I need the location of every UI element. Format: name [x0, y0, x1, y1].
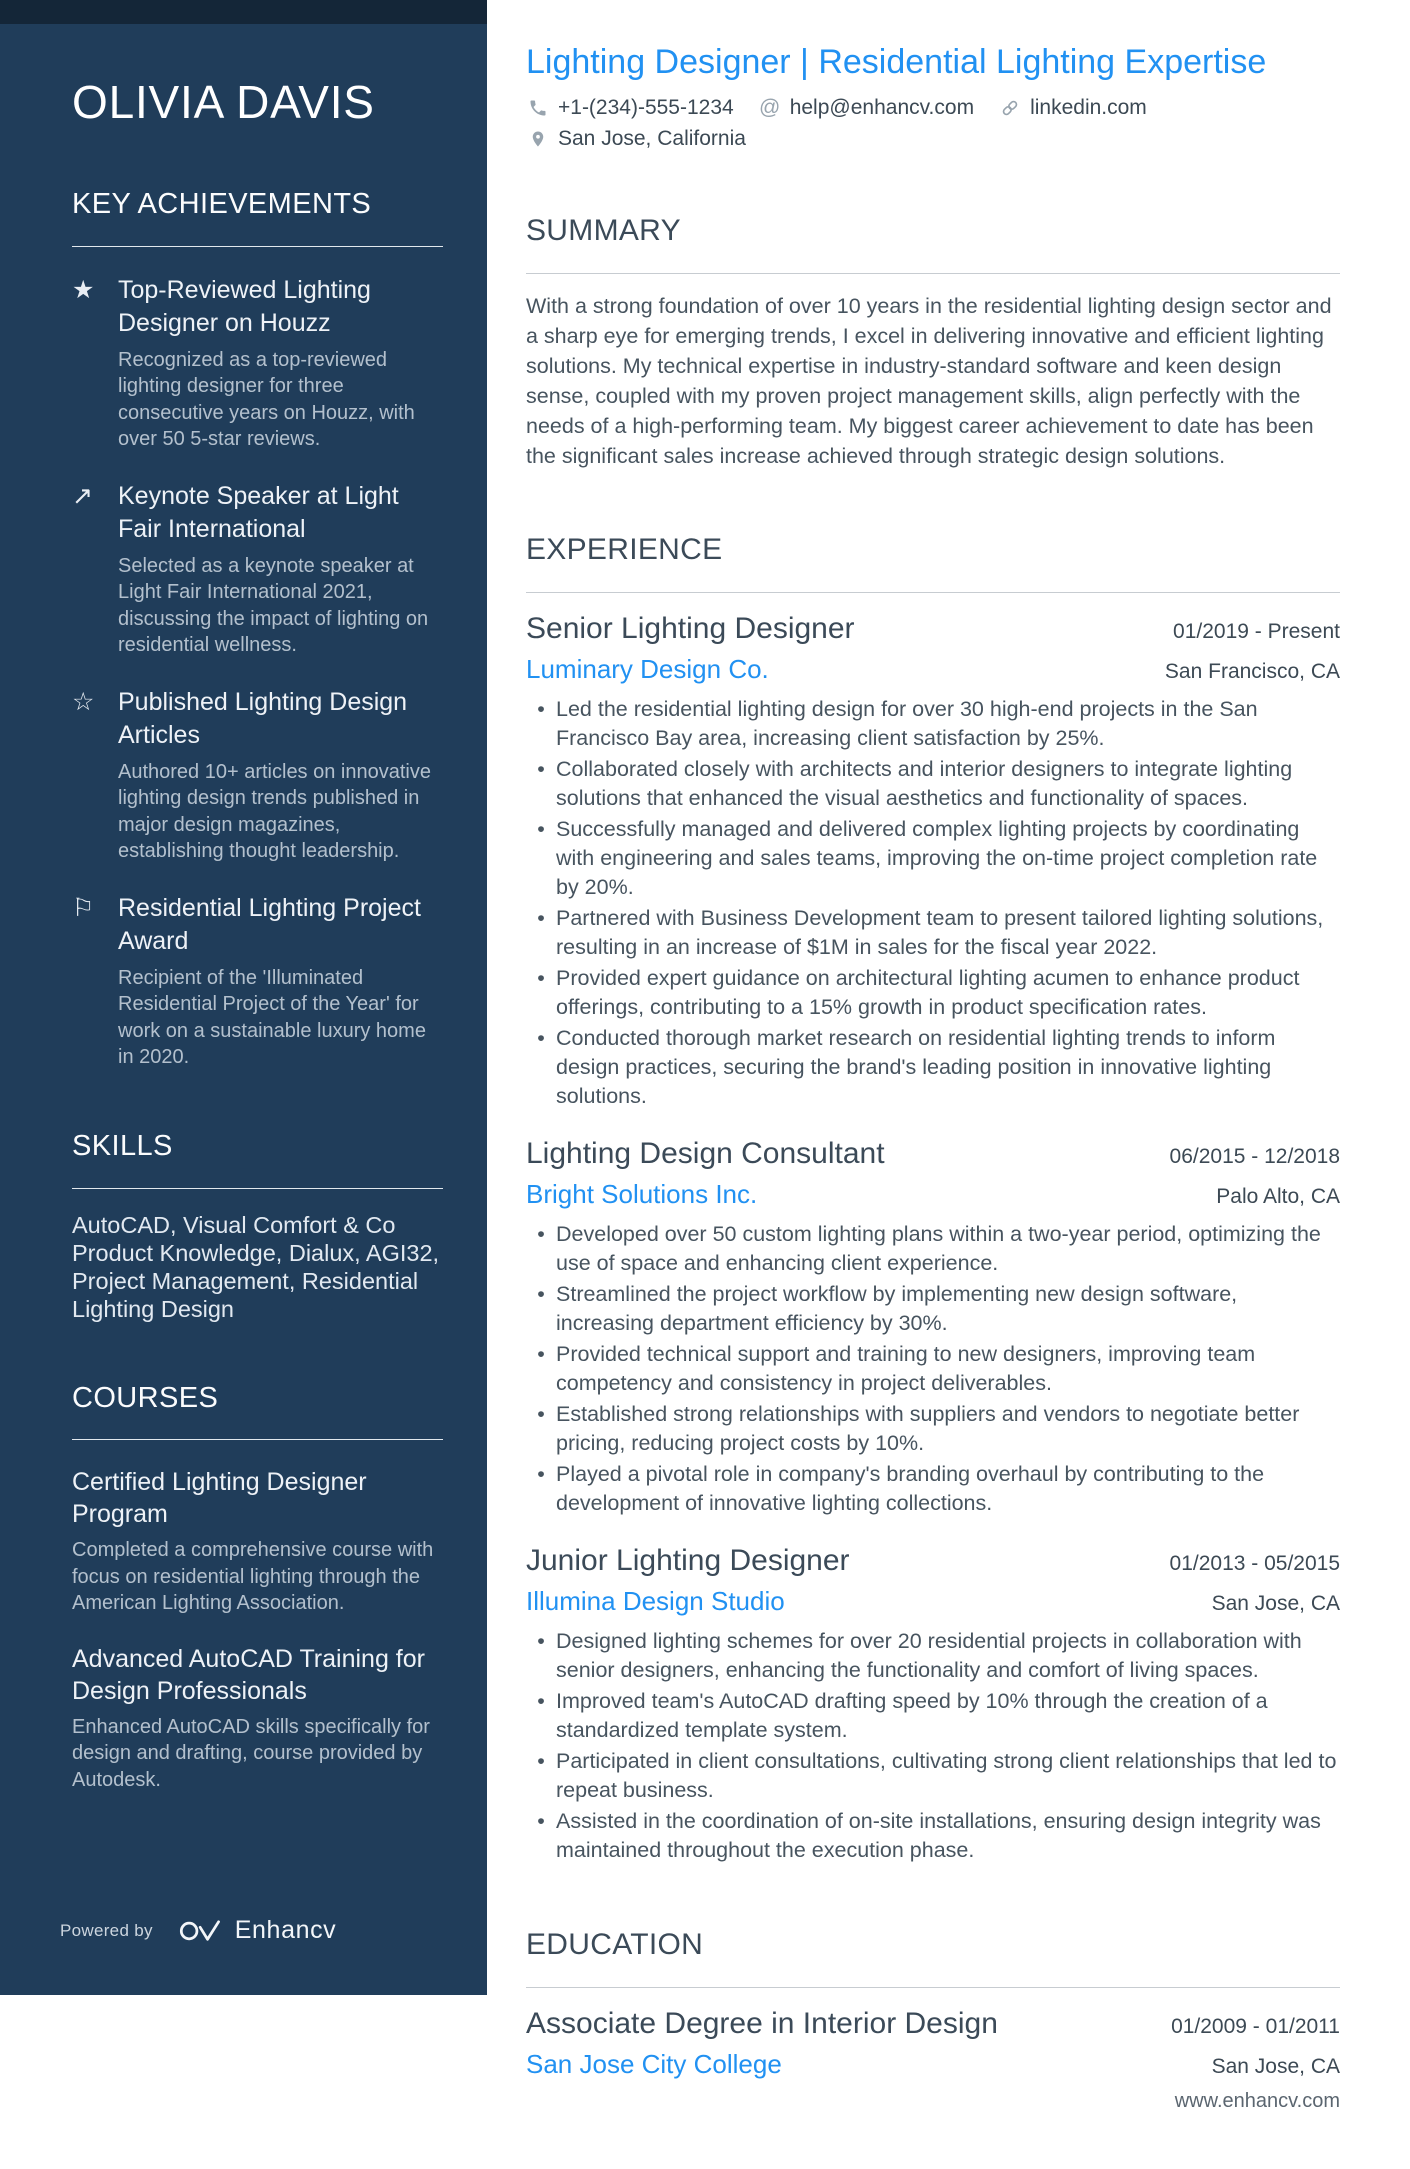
phone-icon	[526, 98, 550, 118]
email-contact[interactable]	[758, 96, 974, 120]
job-title-row	[526, 1135, 1340, 1173]
sidebar-divider	[72, 246, 443, 247]
bullet-item	[526, 964, 1340, 1022]
course-description: Completed a comprehensive course with focus on residential lighting through the American Lighting Association.	[72, 1539, 434, 1615]
bullet-item	[526, 904, 1340, 962]
bullet-item	[526, 695, 1340, 753]
section-divider	[526, 592, 1340, 593]
education-dates: 01/2009 - 01/2011	[1171, 2015, 1340, 2039]
bullet-text: Conducted thorough market research on residential lighting trends to inform design practices, securing the brand's leading position in innovative lighting solutions.	[556, 1026, 1276, 1109]
powered-by-footer	[0, 1916, 487, 1995]
contact-row-1	[526, 96, 1340, 120]
job-bullets	[526, 1220, 1340, 1518]
job-role: Senior Lighting Designer	[526, 612, 855, 646]
key-achievements-heading: KEY ACHIEVEMENTS	[72, 187, 372, 220]
courses-list	[72, 1466, 443, 1793]
job-bullets	[526, 1627, 1340, 1865]
achievement-text	[118, 892, 443, 1071]
course-description: Enhanced AutoCAD skills specifically for design and drafting, course provided by Autodesk.	[72, 1715, 430, 1791]
enhancv-brand-name: Enhancv	[234, 1916, 337, 1944]
phone-contact[interactable]	[526, 96, 734, 120]
job-bullets	[526, 695, 1340, 1111]
job-title-row	[526, 1542, 1340, 1580]
job-location: San Jose, CA	[1211, 1591, 1340, 1615]
bullet-text: Streamlined the project workflow by implementing new design software, increasing department efficiency by 30%.	[556, 1282, 1238, 1336]
bullet-dot: •	[537, 1809, 545, 1834]
experience-heading: EXPERIENCE	[526, 533, 723, 567]
bullet-text: Established strong relationships with suppliers and vendors to negotiate better pricing, reducing project costs by 10%.	[556, 1402, 1300, 1456]
bullet-dot: •	[537, 697, 545, 722]
education-entry	[526, 2005, 1340, 2080]
enhancv-logo[interactable]	[179, 1916, 337, 1945]
achievement-title: Residential Lighting Project Award	[118, 893, 421, 955]
course-title: Certified Lighting Designer Program	[72, 1468, 367, 1529]
sidebar-divider	[72, 1188, 443, 1189]
bullet-dot: •	[537, 966, 545, 991]
education-degree-row	[526, 2005, 1340, 2043]
star-outline-icon: ☆	[72, 687, 95, 716]
skills-section	[72, 1129, 443, 1323]
bullet-dot: •	[537, 1026, 545, 1051]
job-location: San Francisco, CA	[1164, 659, 1340, 683]
sidebar-divider	[72, 1439, 443, 1440]
achievement-description: Recipient of the 'Illuminated Residential Project of the Year' for work on a sustainable luxury home in 2020.	[118, 966, 426, 1069]
education-school: San Jose City College	[526, 2048, 782, 2079]
education-school-row	[526, 2043, 1340, 2081]
skills-list-text: AutoCAD, Visual Comfort & Co Product Knowledge, Dialux, AGI32, Project Management, Residential Lighting Design	[72, 1211, 440, 1322]
job-dates: 01/2019 - Present	[1173, 620, 1340, 644]
section-divider	[526, 1987, 1340, 1988]
powered-by-label: Powered by	[60, 1920, 153, 1940]
bullet-text: Designed lighting schemes for over 20 residential projects in collaboration with senior designers, enhancing the functionality and comfort of living spaces.	[556, 1629, 1302, 1683]
summary-text: With a strong foundation of over 10 years in the residential lighting design sector and a sharp eye for emerging trends, I excel in delivering innovative and efficient lighting solutions. My technical expertise in industry-standard software and keen design sense, coupled with my proven project management skills, align perfectly with the needs of a high-performing team. My biggest career achievement to date has been the significant sales increase achieved through strategic design solutions.	[526, 293, 1332, 468]
bullet-dot: •	[537, 1282, 545, 1307]
achievement-item	[72, 274, 443, 453]
bullet-text: Partnered with Business Development team to present tailored lighting solutions, resulting in an increase of $1M in sales for the fiscal year 2022.	[556, 906, 1324, 960]
education-location: San Jose, CA	[1211, 2054, 1340, 2078]
key-achievements-section	[72, 187, 443, 1071]
experience-section	[526, 509, 1340, 1890]
achievement-title: Keynote Speaker at Light Fair International	[118, 481, 399, 543]
bullet-dot: •	[537, 757, 545, 782]
link-icon	[998, 98, 1022, 118]
job-entry	[526, 1542, 1340, 1865]
bullet-item	[526, 1807, 1340, 1865]
website-footer[interactable]	[526, 2090, 1340, 2169]
link-text: linkedin.com	[1030, 95, 1147, 119]
bullet-dot: •	[537, 1689, 545, 1714]
achievements-list	[72, 274, 443, 1071]
job-company-row	[526, 1580, 1340, 1618]
job-company: Bright Solutions Inc.	[526, 1178, 758, 1209]
bullet-text: Played a pivotal role in company's branding overhaul by contributing to the development of innovative lighting collections.	[556, 1462, 1265, 1516]
achievement-item	[72, 480, 443, 659]
bullet-item	[526, 815, 1340, 902]
bullet-text: Provided technical support and training to new designers, improving team competency and consistency in project deliverables.	[556, 1342, 1256, 1396]
achievement-item	[72, 686, 443, 865]
bullet-item	[526, 1220, 1340, 1278]
email-address: help@enhancv.com	[789, 95, 975, 119]
link-contact[interactable]	[998, 96, 1147, 120]
job-entry	[526, 610, 1340, 1111]
bullet-dot: •	[537, 817, 545, 842]
course-title: Advanced AutoCAD Training for Design Professionals	[72, 1644, 425, 1705]
education-degree: Associate Degree in Interior Design	[526, 2007, 998, 2041]
job-dates: 01/2013 - 05/2015	[1169, 1552, 1340, 1576]
bullet-dot: •	[537, 1402, 545, 1427]
achievement-description: Authored 10+ articles on innovative lighting design trends published in major design magazines, establishing thought leadership.	[118, 760, 431, 863]
contact-row-2	[526, 127, 1340, 151]
job-company: Luminary Design Co.	[526, 653, 769, 684]
bullet-item	[526, 1687, 1340, 1745]
sidebar-top-strip	[0, 0, 487, 24]
bullet-item	[526, 1340, 1340, 1398]
job-company: Illumina Design Studio	[526, 1585, 785, 1616]
job-company-row	[526, 648, 1340, 686]
education-section	[526, 1903, 1340, 2090]
person-name: OLIVIA DAVIS	[72, 76, 375, 128]
enhancv-logo-icon	[179, 1917, 225, 1945]
summary-section	[526, 189, 1340, 471]
sidebar-content	[0, 24, 487, 1793]
sidebar	[0, 0, 487, 1995]
courses-heading: COURSES	[72, 1381, 219, 1414]
star-filled-icon: ★	[72, 275, 95, 304]
education-heading: EDUCATION	[526, 1928, 704, 1962]
job-entry	[526, 1135, 1340, 1518]
resume-headline: Lighting Designer | Residential Lighting Expertise	[526, 43, 1267, 81]
location-contact	[526, 127, 746, 151]
bullet-dot: •	[537, 1222, 545, 1247]
phone-number: +1-(234)-555-1234	[558, 95, 734, 119]
bullet-item	[526, 1627, 1340, 1685]
main-content	[487, 0, 1410, 2113]
achievement-text	[118, 274, 443, 453]
bullet-dot: •	[537, 1342, 545, 1367]
achievement-title: Top-Reviewed Lighting Designer on Houzz	[118, 275, 371, 337]
job-title-row	[526, 610, 1340, 648]
bullet-item	[526, 1280, 1340, 1338]
bullet-text: Collaborated closely with architects and interior designers to integrate lighting solutions that enhanced the visual aesthetics and functionality of spaces.	[556, 757, 1293, 811]
achievement-description: Selected as a keynote speaker at Light Fair International 2021, discussing the impact of lighting on residential wellness.	[118, 554, 429, 657]
achievement-item	[72, 892, 443, 1071]
bullet-item	[526, 1460, 1340, 1518]
trending-arrow-icon: ↗	[72, 481, 93, 510]
bullet-text: Developed over 50 custom lighting plans within a two-year period, optimizing the use of space and enhancing client experience.	[556, 1222, 1321, 1276]
job-role: Lighting Design Consultant	[526, 1137, 885, 1171]
achievement-text	[118, 480, 443, 659]
enhancv-url: www.enhancv.com	[1174, 2090, 1340, 2113]
achievement-description: Recognized as a top-reviewed lighting designer for three consecutive years on Houzz, with over 50 5-star reviews.	[118, 348, 415, 451]
bullet-item	[526, 1747, 1340, 1805]
summary-heading: SUMMARY	[526, 213, 681, 247]
bullet-item	[526, 1400, 1340, 1458]
job-location: Palo Alto, CA	[1216, 1184, 1340, 1208]
bullet-text: Led the residential lighting design for over 30 high-end projects in the San Francisco Bay area, increasing client satisfaction by 25%.	[556, 697, 1258, 751]
bullet-text: Improved team's AutoCAD drafting speed by 10% through the creation of a standardized template system.	[556, 1689, 1268, 1743]
bullet-text: Participated in client consultations, cultivating strong client relationships that led to repeat business.	[556, 1749, 1337, 1803]
section-divider	[526, 273, 1340, 274]
job-dates: 06/2015 - 12/2018	[1169, 1145, 1340, 1169]
at-icon: @	[759, 95, 781, 119]
location-pin-icon	[526, 129, 550, 149]
skills-heading: SKILLS	[72, 1129, 173, 1162]
achievement-title: Published Lighting Design Articles	[118, 687, 408, 749]
job-company-row	[526, 1173, 1340, 1211]
courses-section	[72, 1381, 443, 1794]
flag-icon: ⚐	[72, 893, 95, 922]
bullet-text: Provided expert guidance on architectural lighting acumen to enhance product offerings, contributing to a 15% growth in product specification rates.	[556, 966, 1300, 1020]
bullet-text: Successfully managed and delivered complex lighting projects by coordinating with engineering and sales teams, improving the on-time project completion rate by 20%.	[556, 817, 1318, 900]
bullet-dot: •	[537, 906, 545, 931]
location-text: San Jose, California	[558, 126, 746, 150]
bullet-dot: •	[537, 1462, 545, 1487]
achievement-text	[118, 686, 443, 865]
bullet-item	[526, 755, 1340, 813]
course-item	[72, 1643, 443, 1794]
course-item	[72, 1466, 443, 1617]
job-role: Junior Lighting Designer	[526, 1544, 850, 1578]
bullet-dot: •	[537, 1629, 545, 1654]
bullet-dot: •	[537, 1749, 545, 1774]
bullet-item	[526, 1024, 1340, 1111]
bullet-text: Assisted in the coordination of on-site installations, ensuring design integrity was maintained throughout the execution phase.	[556, 1809, 1321, 1863]
